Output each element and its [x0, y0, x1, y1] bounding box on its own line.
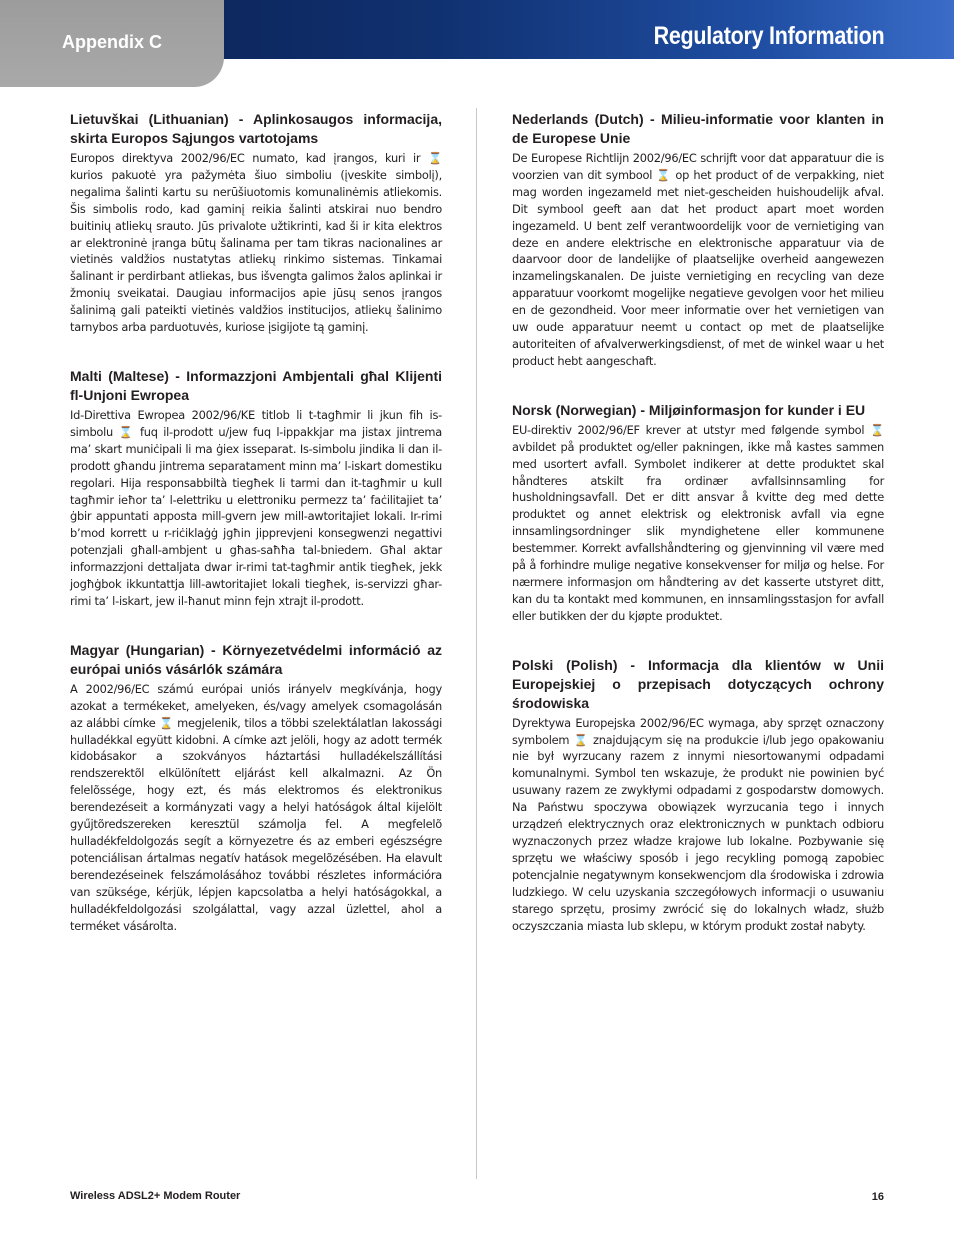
- section-hungarian: [70, 641, 442, 935]
- section-heading: Magyar (Hungarian) - Környezetvédelmi információ az európai uniós vásárlók számára: [70, 641, 442, 677]
- section-heading: Lietuvškai (Lithuanian) - Aplinkosaugos informacija, skirta Europos Sąjungos vartotojams: [70, 111, 442, 146]
- section-heading: Norsk (Norwegian) - Miljøinformasjon for kunder i EU: [512, 401, 866, 418]
- section-heading: Nederlands (Dutch) - Milieu-informatie voor klanten in de Europese Unie: [512, 111, 884, 146]
- section-body: Europos direktyva 2002/96/EC numato, kad įrangos, kuri ir ⌛ kurios pakuotė yra pažymėta šiuo simboliu (įveskite simbolį), negalima šalinti kartu su nerūšiuotomis komunalinėmis atliekomis. Šis simbolis rodo, kad gaminį reikia šalinti atskirai nuo bendro buitinių atliekų srauto. Jūs privalote užtikrinti, kad ši ir kita elektros ar elektroninė įranga būtų šalinama per tam tikras nacionalines ar vietinės valdžios nustatytas atliekų rinkimo sistemas. Tinkamai šalinant ir perdirbant atliekas, bus išvengta galimos žalos aplinkai ir žmonių sveikatai. Daugiau informacijos apie jūsų senos įrangos šalinimą gali pateikti vietinės valdžios institucijos, atliekų šalinimo tarnybos arba parduotuvės, kuriose įsigijote tą gaminį.: [70, 151, 442, 335]
- appendix-tab: [0, 0, 224, 87]
- section-body: De Europese Richtlijn 2002/96/EC schrijft voor dat apparatuur die is voorzien van dit symbool ⌛ op het product of de verpakking, niet mag worden ingezameld met niet-gescheiden huishoudelijk afval. Dit symbool geeft aan dat het product apart moet worden ingezameld. U bent zelf verantwoordelijk voor de vernietiging van deze en andere elektrische en elektronische apparatuur via de daarvoor door de landelijke of plaatselijke overheid aangewezen inzamelingskanalen. De juiste vernietiging en recycling van deze apparatuur voorkomt mogelijke negatieve gevolgen voor het milieu en de gezondheid. Voor meer informatie over het vernietigen van uw oude apparatuur neemt u contact op met de plaatselijke autoriteiten of afvalverwerkingsdienst, of met de winkel waar u het product hebt aangeschaft.: [512, 151, 884, 368]
- section-body: EU-direktiv 2002/96/EF krever at utstyr med følgende symbol ⌛ avbildet på produktet og/eller pakningen, ikke må kastes sammen med usortert avfall. Symbolet indikerer at dette produktet skal håndteres atskilt fra ordinær avfallsinnsamling for husholdningsavfall. Det er ditt ansvar å kvitte deg med dette produktet og annet elektrisk og elektronisk avfall via egne innsamlingsordninger slik myndighetene eller kommunene bestemmer. Korrekt avfallshåndtering og gjenvinning vil være med på å forhindre mulige negative konsekvenser for miljø og helse. For nærmere informasjon om håndtering av det kasserte utstyret ditt, kan du ta kontakt med kommunen, en innsamlingsstasjon for avfall eller butikken der du kjøpte produktet.: [512, 422, 884, 623]
- footer-page-number: 16: [871, 1191, 884, 1203]
- right-column: [512, 110, 884, 965]
- appendix-label: Appendix C: [62, 32, 163, 52]
- left-column: [70, 110, 442, 965]
- section-lithuanian: [70, 110, 442, 336]
- section-dutch: [512, 110, 884, 370]
- section-maltese: [70, 367, 442, 610]
- column-divider: [476, 108, 477, 1179]
- section-norwegian: [512, 401, 884, 625]
- section-heading: Polski (Polish) - Informacja dla klientów w Unii Europejskiej o przepisach dotyczących ochrony środowiska: [512, 656, 884, 711]
- page-title: Regulatory Information: [653, 22, 884, 50]
- section-body: Dyrektywa Europejska 2002/96/EC wymaga, aby sprzęt oznaczony symbolem ⌛ znajdującym się na produkcie i/lub jego opakowaniu nie był wyrzucany razem z innymi niesortowanymi odpadami komunalnymi. Symbol ten wskazuje, że produkt nie powinien być usuwany razem ze zwykłymi odpadami z gospodarstw domowych. Na Państwu spoczywa obowiązek wyrzucania tego i innych urządzeń elektrycznych oraz elektronicznych w punktach odbioru wyznaczonych przez władze krajowe lub lokalne. Pozbywanie się sprzętu we właściwy sposób i jego recykling pomogą zapobiec potencjalnie negatywnym konsekwencjom dla środowiska i zdrowia ludzkiego. W celu uzyskania szczegółowych informacji o usuwaniu starego sprzętu, prosimy zwrócić się do lokalnych władz, służb oczyszczania miasta lub sklepu, w którym produkt został nabyty.: [512, 715, 884, 933]
- section-heading: Malti (Maltese) - Informazzjoni Ambjentali għal Klijenti fl-Unjoni Ewropea: [70, 367, 442, 403]
- footer-product-name: Wireless ADSL2+ Modem Router: [70, 1190, 241, 1202]
- section-body: Id-Direttiva Ewropea 2002/96/KE titlob li t-tagħmir li jkun fih is-simbolu ⌛ fuq il-prodott u/jew fuq l-ippakkjar ma jistax jintrema ma’ skart muniċipali li ma ġiex isseparat. Is-simbolu jindika li dan il-prodott għandu jintrema separatament minn ma’ l-iskart domestiku regolari. Hija responsabbiltà tiegħek li tarmi dan it-tagħmir u kull tagħmir ieħor ta’ l-elettriku u elettroniku permezz ta’ faċilitajiet ta’ ġbir appuntati apposta mill-gvern jew mill-awtoritajiet lokali. Ir-rimi b’mod korrett u r-riċiklaġġ jgħin jipprevjeni konsegwenzi negattivi potenzjali għall-ambjent u għas-saħħa tal-bniedem. Għal aktar informazzjoni dettaljata dwar ir-rimi tat-tagħmir antik tiegħek, jekk jogħġbok ikkuntattja lill-awtoritajiet lokali tiegħek, is-servizzi għar-rimi ta’ l-iskart, jew il-ħanut minn fejn xtrajt il-prodott.: [70, 407, 442, 608]
- section-body: A 2002/96/EC számú európai uniós irányelv megkívánja, hogy azokat a termékeket, amelyeken, és/vagy amelyek csomagolásán az alábbi címke ⌛ megjelenik, tilos a többi szelektálatlan lakossági hulladékkal együtt kidobni. A címke azt jelöli, hogy az adott termék kidobásakor a szokványos háztartási hulladékelszállítási rendszerektõl elkülönített eljárást kell alkalmazni. Az Ön felelõssége, hogy ezt, és más elektromos és elektronikus berendezéseit a kormányzati vagy a helyi hatóságok által kijelölt gyűjtõredszereken keresztül számolja fel. A megfelelõ hulladékfeldolgozás segít a környezetre és az emberi egészségre potenciálisan ártalmas negatív hatások megelõzésében. Ha elavult berendezéseinek felszámolásához további részletes információra van szüksége, kérjük, lépjen kapcsolatba a helyi hatóságokkal, a hulladékfeldolgozási szolgálattal, vagy azzal üzlettel, ahol a terméket vásárolta.: [70, 681, 442, 933]
- section-polish: [512, 656, 884, 935]
